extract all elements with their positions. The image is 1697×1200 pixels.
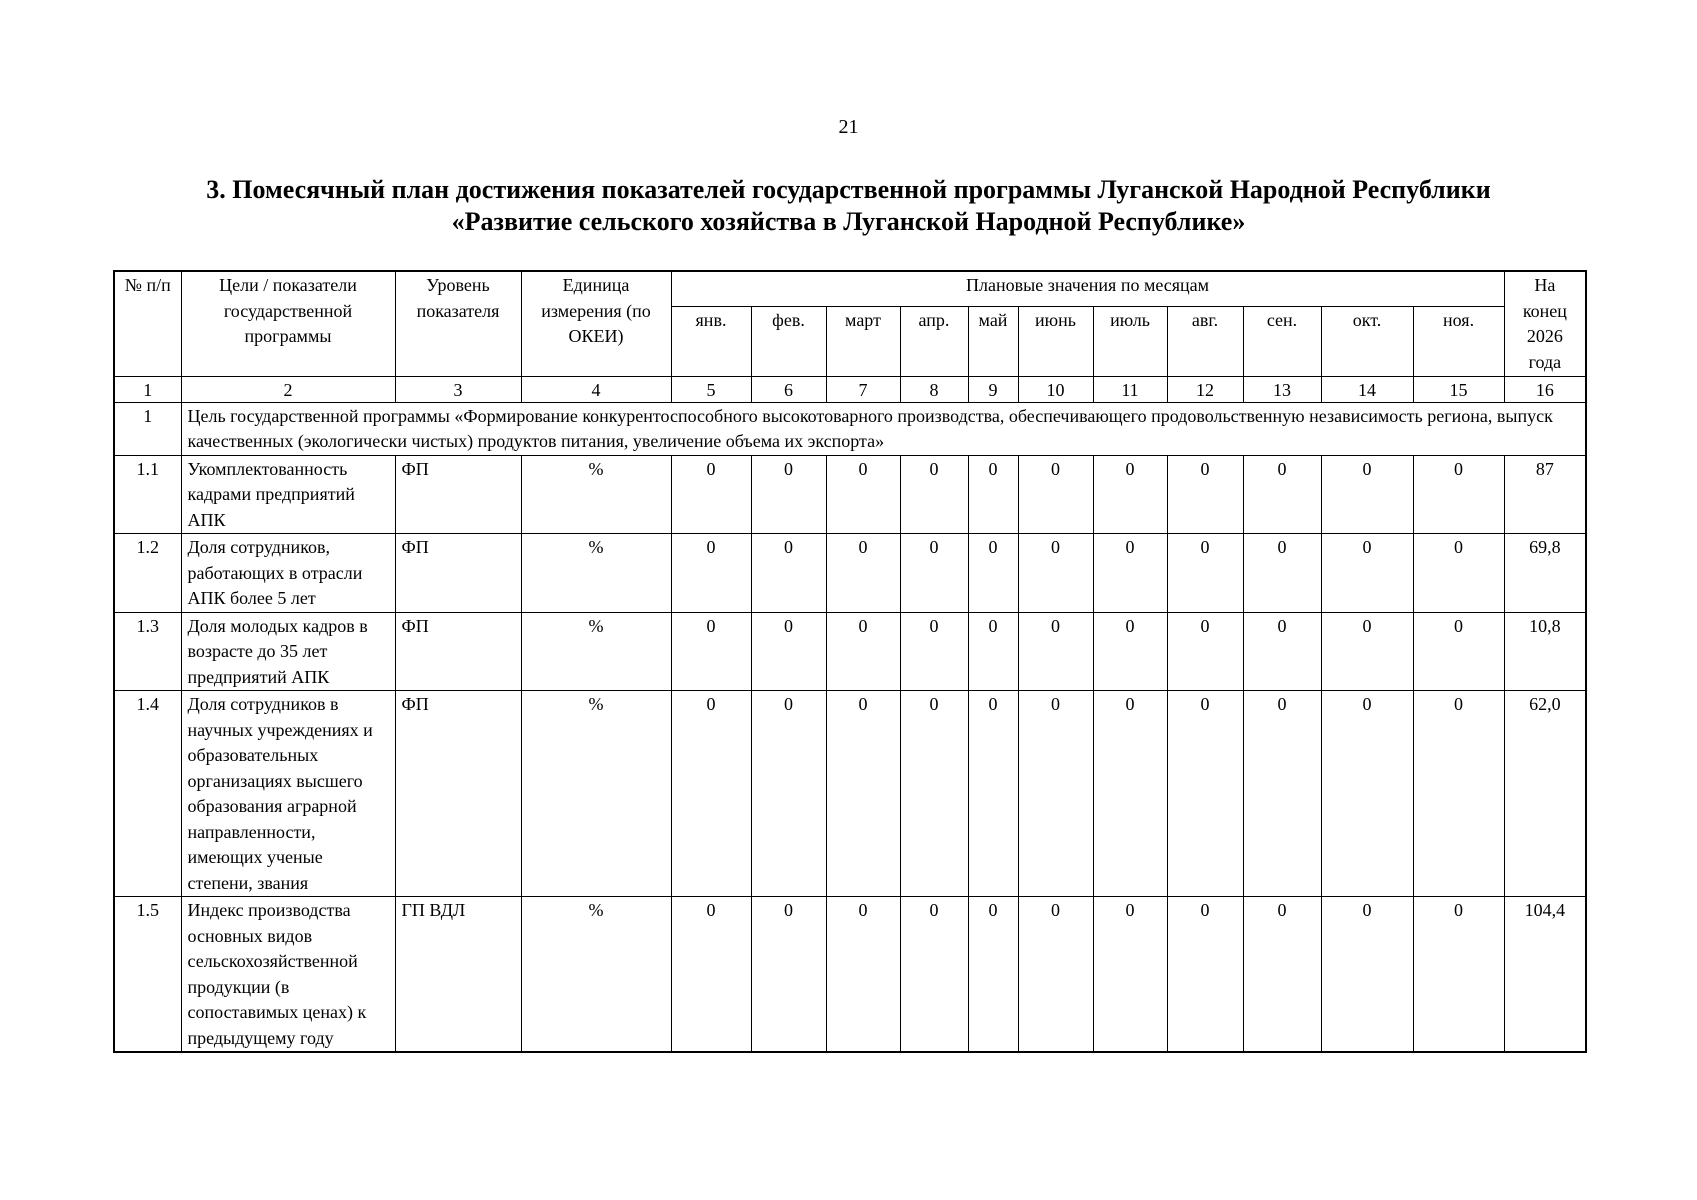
month-value: 0 — [751, 612, 826, 691]
row-num: 1.4 — [114, 691, 181, 897]
month-value: 0 — [1321, 897, 1413, 1053]
month-value: 0 — [900, 534, 968, 613]
indicator-level: ФП — [395, 455, 521, 534]
end-value: 10,8 — [1504, 612, 1586, 691]
month-value: 0 — [1243, 897, 1321, 1053]
indicator-unit: % — [521, 612, 671, 691]
indicator-unit: % — [521, 691, 671, 897]
header-num: № п/п — [114, 271, 181, 376]
column-number: 11 — [1093, 376, 1167, 402]
indicator-name: Укомплектованность кадрами предприятий АПК — [181, 455, 395, 534]
header-month: янв. — [671, 306, 751, 376]
header-month: апр. — [900, 306, 968, 376]
month-value: 0 — [1413, 691, 1504, 897]
month-value: 0 — [826, 612, 900, 691]
month-value: 0 — [1093, 455, 1167, 534]
month-value: 0 — [1243, 691, 1321, 897]
month-value: 0 — [671, 897, 751, 1053]
column-number: 12 — [1167, 376, 1243, 402]
column-number: 4 — [521, 376, 671, 402]
month-value: 0 — [1243, 612, 1321, 691]
column-number: 10 — [1018, 376, 1093, 402]
column-number: 3 — [395, 376, 521, 402]
column-number: 14 — [1321, 376, 1413, 402]
month-value: 0 — [1413, 455, 1504, 534]
header-month: фев. — [751, 306, 826, 376]
month-value: 0 — [1321, 534, 1413, 613]
indicator-name: Доля сотрудников в научных учреждениях и образовательных организациях высшего образования аграрной направленности, имеющих ученые степени, звания — [181, 691, 395, 897]
header-month: март — [826, 306, 900, 376]
header-unit: Единица измерения (по ОКЕИ) — [521, 271, 671, 376]
month-value: 0 — [751, 455, 826, 534]
month-value: 0 — [671, 612, 751, 691]
column-number: 2 — [181, 376, 395, 402]
month-value: 0 — [1167, 534, 1243, 613]
header-month: июль — [1093, 306, 1167, 376]
month-value: 0 — [826, 897, 900, 1053]
month-value: 0 — [1413, 534, 1504, 613]
month-value: 0 — [671, 455, 751, 534]
header-month: май — [968, 306, 1018, 376]
column-number: 5 — [671, 376, 751, 402]
column-number: 1 — [114, 376, 181, 402]
month-value: 0 — [900, 612, 968, 691]
column-number: 15 — [1413, 376, 1504, 402]
indicator-name: Доля сотрудников, работающих в отрасли АПК более 5 лет — [181, 534, 395, 613]
month-value: 0 — [1093, 897, 1167, 1053]
month-value: 0 — [1167, 897, 1243, 1053]
indicator-rows — [114, 455, 1586, 1052]
month-value: 0 — [968, 897, 1018, 1053]
month-value: 0 — [1018, 691, 1093, 897]
page-number: 21 — [838, 116, 859, 138]
end-value: 104,4 — [1504, 897, 1586, 1053]
month-value: 0 — [1167, 455, 1243, 534]
month-value: 0 — [751, 691, 826, 897]
table-row — [114, 691, 1586, 897]
month-value: 0 — [968, 691, 1018, 897]
month-value: 0 — [671, 534, 751, 613]
goal-row — [114, 402, 1586, 455]
table-row — [114, 612, 1586, 691]
month-value: 0 — [900, 691, 968, 897]
indicator-level: ФП — [395, 534, 521, 613]
month-value: 0 — [968, 534, 1018, 613]
table-row — [114, 534, 1586, 613]
column-number-row — [114, 376, 1586, 402]
month-value: 0 — [1167, 691, 1243, 897]
month-value: 0 — [1093, 534, 1167, 613]
column-number: 8 — [900, 376, 968, 402]
goal-num: 1 — [114, 402, 181, 455]
indicator-unit: % — [521, 897, 671, 1053]
column-number: 9 — [968, 376, 1018, 402]
column-number: 13 — [1243, 376, 1321, 402]
end-value: 62,0 — [1504, 691, 1586, 897]
row-num: 1.2 — [114, 534, 181, 613]
header-month: окт. — [1321, 306, 1413, 376]
table-row — [114, 897, 1586, 1053]
month-value: 0 — [1321, 455, 1413, 534]
indicator-level: ФП — [395, 612, 521, 691]
month-value: 0 — [1093, 691, 1167, 897]
indicator-unit: % — [521, 455, 671, 534]
header-level: Уровень показателя — [395, 271, 521, 376]
month-value: 0 — [751, 534, 826, 613]
end-value: 87 — [1504, 455, 1586, 534]
month-value: 0 — [900, 897, 968, 1053]
monthly-plan-table — [113, 270, 1587, 1053]
month-value: 0 — [968, 612, 1018, 691]
month-value: 0 — [900, 455, 968, 534]
end-value: 69,8 — [1504, 534, 1586, 613]
month-value: 0 — [968, 455, 1018, 534]
table-row — [114, 455, 1586, 534]
month-value: 0 — [826, 691, 900, 897]
column-number: 7 — [826, 376, 900, 402]
header-month: авг. — [1167, 306, 1243, 376]
month-value: 0 — [1321, 612, 1413, 691]
month-value: 0 — [1018, 534, 1093, 613]
goal-text: Цель государственной программы «Формирование конкурентоспособного высокотоварного производства, обеспечивающего продовольственную независимость региона, выпуск качественных (экологически чистых) продуктов питания, увеличение объема их экспорта» — [181, 402, 1586, 455]
header-goals: Цели / показатели государственной программы — [181, 271, 395, 376]
header-month: июнь — [1018, 306, 1093, 376]
month-value: 0 — [751, 897, 826, 1053]
header-month: ноя. — [1413, 306, 1504, 376]
row-num: 1.5 — [114, 897, 181, 1053]
column-number: 6 — [751, 376, 826, 402]
row-num: 1.3 — [114, 612, 181, 691]
month-value: 0 — [1243, 534, 1321, 613]
header-end: На конец 2026 года — [1504, 271, 1586, 376]
month-value: 0 — [826, 455, 900, 534]
month-value: 0 — [1018, 897, 1093, 1053]
page-title — [0, 174, 1697, 238]
indicator-level: ГП ВДЛ — [395, 897, 521, 1053]
month-value: 0 — [1018, 455, 1093, 534]
month-value: 0 — [1167, 612, 1243, 691]
title-line-2: «Развитие сельского хозяйства в Луганской Народной Республике» — [451, 207, 1246, 236]
month-value: 0 — [671, 691, 751, 897]
month-value: 0 — [1243, 455, 1321, 534]
indicator-name: Доля молодых кадров в возрасте до 35 лет предприятий АПК — [181, 612, 395, 691]
header-monthly: Плановые значения по месяцам — [671, 271, 1504, 306]
indicator-name: Индекс производства основных видов сельскохозяйственной продукции (в сопоставимых ценах) к предыдущему году — [181, 897, 395, 1053]
row-num: 1.1 — [114, 455, 181, 534]
indicator-unit: % — [521, 534, 671, 613]
month-value: 0 — [1413, 612, 1504, 691]
month-value: 0 — [1018, 612, 1093, 691]
title-line-1: 3. Помесячный план достижения показателей государственной программы Луганской Народной Республики — [206, 175, 1491, 204]
month-value: 0 — [1413, 897, 1504, 1053]
indicator-level: ФП — [395, 691, 521, 897]
header-month: сен. — [1243, 306, 1321, 376]
month-value: 0 — [1093, 612, 1167, 691]
month-value: 0 — [1321, 691, 1413, 897]
column-number: 16 — [1504, 376, 1586, 402]
month-value: 0 — [826, 534, 900, 613]
